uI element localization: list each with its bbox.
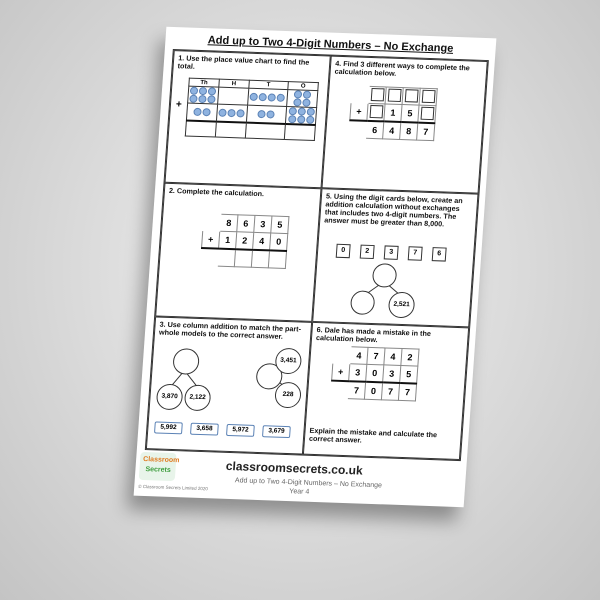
answer-cell[interactable]: [217, 249, 235, 267]
logo-text: Classroom: [142, 456, 180, 465]
worksheet-footer: [134, 448, 467, 507]
digit: 7: [347, 381, 365, 399]
digit-card: 6: [432, 247, 447, 261]
digit: 4: [350, 346, 368, 364]
logo-text: Secrets: [145, 466, 171, 474]
question-4-text: 4. Find 3 different ways to complete the calculation below.: [334, 58, 471, 78]
digit: 8: [220, 215, 238, 233]
pv-cell: [188, 86, 219, 104]
classroom-secrets-logo: [139, 452, 180, 481]
plus-sign: +: [350, 103, 368, 121]
part-whole-circle: 2,521: [388, 292, 416, 319]
digit-card: 7: [408, 247, 423, 261]
digit: 0: [364, 381, 382, 399]
digit: 7: [381, 382, 399, 400]
blank-box[interactable]: [419, 88, 437, 106]
question-2-text: 2. Complete the calculation.: [168, 186, 265, 199]
digit: 5: [271, 216, 289, 234]
answer-cell[interactable]: [251, 250, 269, 268]
answer-box[interactable]: 3,658: [190, 422, 219, 435]
answer-box[interactable]: 5,992: [154, 421, 183, 434]
digit: 5: [401, 105, 419, 123]
pv-answer-cell[interactable]: [185, 121, 216, 138]
pv-cell: [217, 87, 248, 105]
digit: 1: [384, 104, 402, 122]
answer-cell[interactable]: [268, 251, 286, 269]
question-5-text: 5. Using the digit cards below, create an addition calculation without exchanges that includes two 4-digit numbers. The answer must be greater than 8,000.: [323, 191, 464, 229]
part-whole-circle: 228: [274, 381, 302, 408]
blank-box[interactable]: [418, 105, 436, 123]
question-4: [321, 56, 487, 194]
answer-box[interactable]: 5,972: [226, 424, 255, 437]
pv-cell: [286, 107, 317, 126]
blank-box[interactable]: [385, 87, 403, 105]
question-2: [155, 183, 321, 321]
plus-sign: +: [332, 363, 350, 381]
digit: 7: [398, 383, 416, 401]
answer-box[interactable]: 3,679: [262, 425, 291, 438]
footer-year: Year 4: [289, 488, 310, 496]
question-3-text: 3. Use column addition to match the part-whole models to the correct answer.: [158, 319, 302, 341]
website-url[interactable]: classroomsecrets.co.uk: [225, 458, 364, 478]
digit: 2: [236, 232, 254, 250]
pv-header: Th: [189, 78, 219, 87]
digit: 3: [383, 365, 401, 383]
question-1-text: 1. Use the place value chart to find the total.: [177, 53, 310, 71]
question-grid: [145, 49, 489, 461]
pv-answer-cell[interactable]: [215, 122, 246, 139]
pv-cell: [287, 90, 318, 108]
pv-header: T: [248, 80, 288, 89]
pv-header: O: [288, 82, 318, 91]
pv-header: H: [219, 79, 249, 88]
digit: 7: [367, 347, 385, 365]
worksheet-title: Add up to Two 4-Digit Numbers – No Exchange: [207, 34, 454, 55]
digit: 3: [349, 363, 367, 381]
digit-card: 0: [336, 244, 351, 258]
part-whole-circle: 3,870: [156, 383, 184, 410]
question-1: [164, 50, 330, 188]
blank-box[interactable]: [368, 86, 386, 104]
plus-sign: +: [175, 99, 183, 111]
worksheet: [134, 27, 497, 507]
digit: 4: [383, 121, 401, 139]
calculation-grid: [348, 85, 438, 141]
digit: 3: [254, 216, 272, 234]
pv-cell: [246, 105, 287, 124]
blank-box[interactable]: [402, 88, 420, 106]
part-whole-circle: 2,122: [184, 384, 212, 411]
digit-card: 2: [360, 245, 375, 259]
digit: 4: [384, 348, 402, 366]
footer-subtitle: Add up to Two 4-Digit Numbers – No Exchange: [234, 477, 383, 490]
digit: 8: [400, 122, 418, 140]
digit: 0: [270, 233, 288, 251]
blank-box[interactable]: [367, 103, 385, 121]
pv-answer-cell[interactable]: [284, 124, 315, 141]
question-6-instruction: Explain the mistake and calculate the correct answer.: [308, 425, 438, 445]
question-3: [146, 316, 312, 454]
part-whole-circle: 3,451: [274, 347, 302, 374]
digit: 0: [366, 364, 384, 382]
question-5: [312, 189, 478, 327]
pv-cell: [247, 88, 288, 106]
question-6-text: 6. Dale has made a mistake in the calculation below.: [315, 324, 432, 344]
plus-sign: +: [202, 231, 220, 249]
calculation-grid: [330, 345, 420, 401]
digit: 5: [400, 365, 418, 383]
digit-card: 3: [384, 246, 399, 260]
digit: 2: [401, 348, 419, 366]
calculation-grid: [200, 213, 290, 269]
copyright-text: © Classroom Secrets Limited 2020: [138, 483, 209, 492]
pv-cell: [186, 103, 217, 121]
pv-answer-cell[interactable]: [245, 123, 286, 140]
place-value-chart: [185, 78, 319, 141]
pv-cell: [216, 104, 247, 122]
digit: 4: [253, 233, 271, 251]
digit: 6: [237, 215, 255, 233]
answer-cell[interactable]: [234, 250, 252, 268]
digit: 6: [366, 121, 384, 139]
digit: 1: [219, 232, 237, 250]
question-6: [303, 322, 469, 460]
digit: 7: [417, 123, 435, 141]
